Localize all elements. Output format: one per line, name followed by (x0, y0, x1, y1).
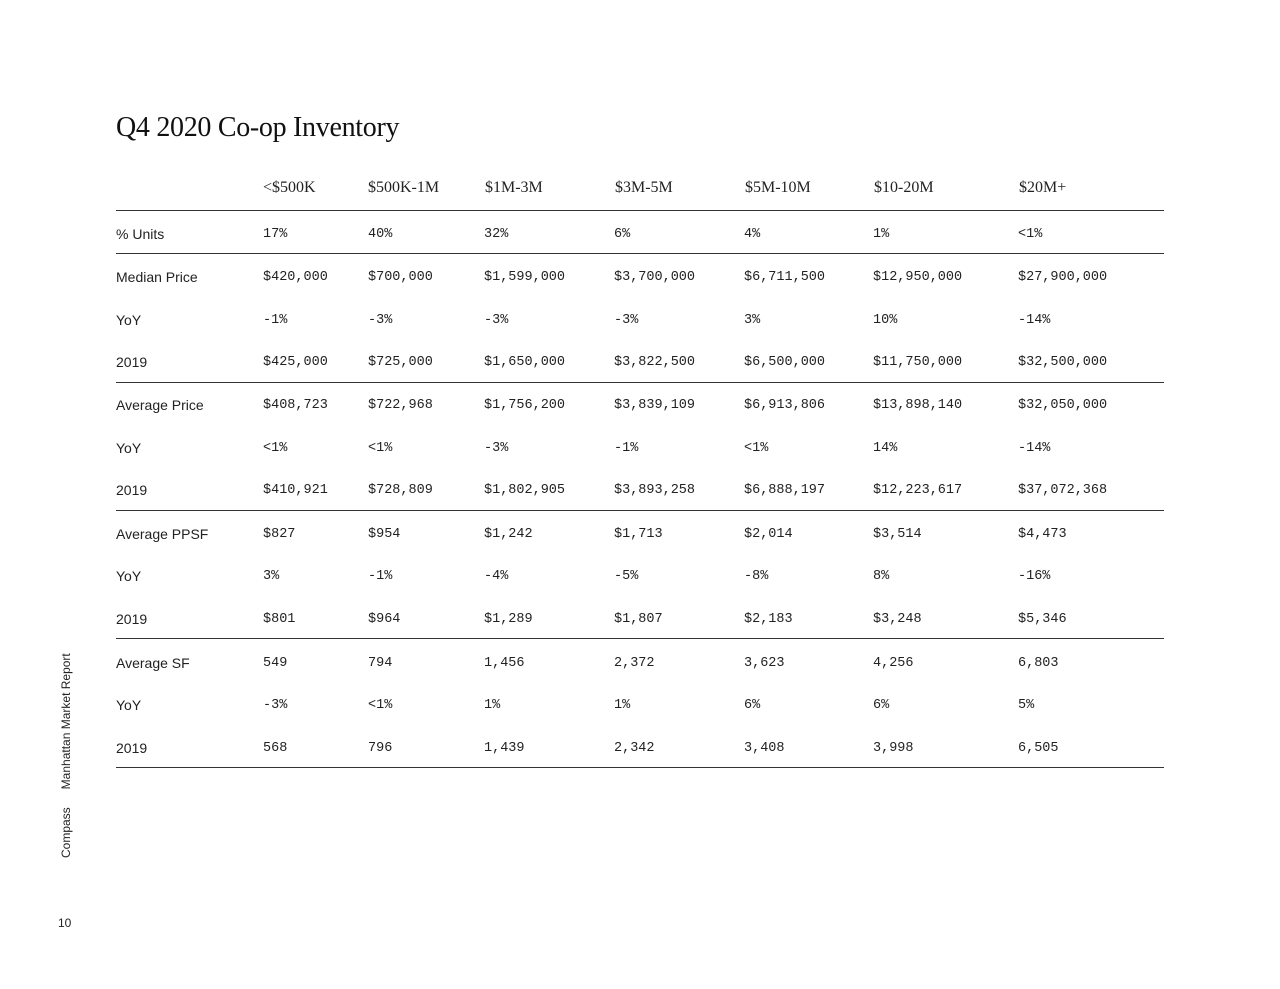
table-cell: 1,439 (484, 741, 525, 756)
row-label: 2019 (116, 740, 148, 756)
table-cell: 32% (484, 227, 509, 242)
table-cell: $32,500,000 (1018, 355, 1108, 370)
table-cell: 10% (873, 313, 898, 328)
table-cell: -14% (1018, 441, 1051, 456)
table-cell: $954 (368, 527, 401, 542)
report-label: Manhattan Market Report (59, 653, 73, 790)
table-cell: $2,183 (744, 612, 793, 627)
row-label: Average SF (116, 655, 190, 671)
table-cell: $728,809 (368, 483, 433, 498)
table-cell: -1% (614, 441, 639, 456)
table-cell: $1,807 (614, 612, 663, 627)
column-header: $20M+ (1019, 179, 1067, 196)
table-cell: 6% (873, 698, 890, 713)
table-cell: 6% (744, 698, 761, 713)
page-title: Q4 2020 Co-op Inventory (116, 112, 400, 143)
table-cell: 3% (263, 569, 280, 584)
table-cell: $6,711,500 (744, 270, 826, 285)
table-cell: 6,803 (1018, 656, 1059, 671)
table-cell: 40% (368, 227, 393, 242)
table-cell: -1% (368, 569, 393, 584)
table-cell: $37,072,368 (1018, 483, 1108, 498)
table-cell: 3,408 (744, 741, 785, 756)
table-cell: 549 (263, 656, 288, 671)
table-cell: 1% (873, 227, 890, 242)
table-cell: 1% (614, 698, 631, 713)
table-cell: $1,289 (484, 612, 533, 627)
table-cell: 8% (873, 569, 890, 584)
table-cell: $3,700,000 (614, 270, 696, 285)
column-header: $3M-5M (615, 179, 673, 196)
table-cell: <1% (1018, 227, 1043, 242)
table-cell: 4,256 (873, 656, 914, 671)
table-divider (116, 210, 1164, 211)
table-cell: 17% (263, 227, 288, 242)
row-label: Average Price (116, 397, 204, 413)
table-cell: 3% (744, 313, 761, 328)
table-cell: $964 (368, 612, 401, 627)
table-cell: <1% (744, 441, 769, 456)
table-cell: $725,000 (368, 355, 433, 370)
brand-label: Compass (59, 807, 73, 858)
table-cell: $6,888,197 (744, 483, 826, 498)
table-cell: -3% (484, 441, 509, 456)
table-cell: $1,802,905 (484, 483, 566, 498)
column-header: $1M-3M (485, 179, 543, 196)
column-header: $10-20M (874, 179, 934, 196)
table-cell: 4% (744, 227, 761, 242)
table-cell: -3% (263, 698, 288, 713)
row-label: YoY (116, 697, 142, 713)
table-cell: $801 (263, 612, 296, 627)
table-cell: $722,968 (368, 398, 433, 413)
sidebar-caption (59, 653, 73, 858)
row-label: 2019 (116, 611, 148, 627)
table-cell: -3% (614, 313, 639, 328)
column-header: $5M-10M (745, 179, 811, 196)
table-cell: $4,473 (1018, 527, 1067, 542)
table-cell: $6,500,000 (744, 355, 826, 370)
table-cell: 1,456 (484, 656, 525, 671)
table-cell: $13,898,140 (873, 398, 963, 413)
table-cell: $1,756,200 (484, 398, 566, 413)
table-cell: <1% (368, 698, 393, 713)
table-cell: $27,900,000 (1018, 270, 1108, 285)
table-cell: $700,000 (368, 270, 433, 285)
table-divider (116, 767, 1164, 768)
table-cell: 5% (1018, 698, 1035, 713)
table-cell: -14% (1018, 313, 1051, 328)
row-label: Average PPSF (116, 526, 209, 542)
table-cell: $3,839,109 (614, 398, 696, 413)
table-cell: $410,921 (263, 483, 328, 498)
table-cell: 796 (368, 741, 393, 756)
table-cell: $3,893,258 (614, 483, 696, 498)
table-cell: $425,000 (263, 355, 328, 370)
table-cell: $11,750,000 (873, 355, 963, 370)
row-label: YoY (116, 440, 142, 456)
table-divider (116, 638, 1164, 639)
table-cell: 6,505 (1018, 741, 1059, 756)
row-label: 2019 (116, 354, 148, 370)
table-cell: 3,998 (873, 741, 914, 756)
table-cell: $827 (263, 527, 296, 542)
table-cell: -8% (744, 569, 769, 584)
table-cell: $3,248 (873, 612, 922, 627)
table-divider (116, 253, 1164, 254)
table-cell: 2,342 (614, 741, 655, 756)
row-label: YoY (116, 312, 142, 328)
table-cell: $5,346 (1018, 612, 1067, 627)
table-cell: $1,242 (484, 527, 533, 542)
table-cell: 6% (614, 227, 631, 242)
table-cell: -1% (263, 313, 288, 328)
table-cell: $1,713 (614, 527, 663, 542)
table-cell: $1,599,000 (484, 270, 566, 285)
table-divider (116, 510, 1164, 511)
table-cell: -4% (484, 569, 509, 584)
row-label: % Units (116, 226, 165, 242)
table-cell: 14% (873, 441, 898, 456)
table-cell: $408,723 (263, 398, 328, 413)
table-cell: $3,514 (873, 527, 922, 542)
table-cell: $420,000 (263, 270, 328, 285)
table-cell: -3% (484, 313, 509, 328)
table-cell: -5% (614, 569, 639, 584)
table-cell: 3,623 (744, 656, 785, 671)
table-cell: $12,223,617 (873, 483, 963, 498)
table-cell: 568 (263, 741, 288, 756)
table-cell: <1% (263, 441, 288, 456)
table-cell: 794 (368, 656, 393, 671)
table-cell: $32,050,000 (1018, 398, 1108, 413)
table-cell: 1% (484, 698, 501, 713)
table-cell: $2,014 (744, 527, 793, 542)
row-label: 2019 (116, 482, 148, 498)
table-cell: $12,950,000 (873, 270, 963, 285)
column-header: <$500K (263, 179, 316, 196)
table-divider (116, 382, 1164, 383)
table-cell: -3% (368, 313, 393, 328)
table-cell: 2,372 (614, 656, 655, 671)
table-cell: <1% (368, 441, 393, 456)
page-number: 10 (58, 916, 72, 930)
table-cell: -16% (1018, 569, 1051, 584)
table-cell: $6,913,806 (744, 398, 826, 413)
row-label: Median Price (116, 269, 198, 285)
table-cell: $3,822,500 (614, 355, 696, 370)
column-header: $500K-1M (368, 179, 440, 196)
table-cell: $1,650,000 (484, 355, 566, 370)
row-label: YoY (116, 568, 142, 584)
